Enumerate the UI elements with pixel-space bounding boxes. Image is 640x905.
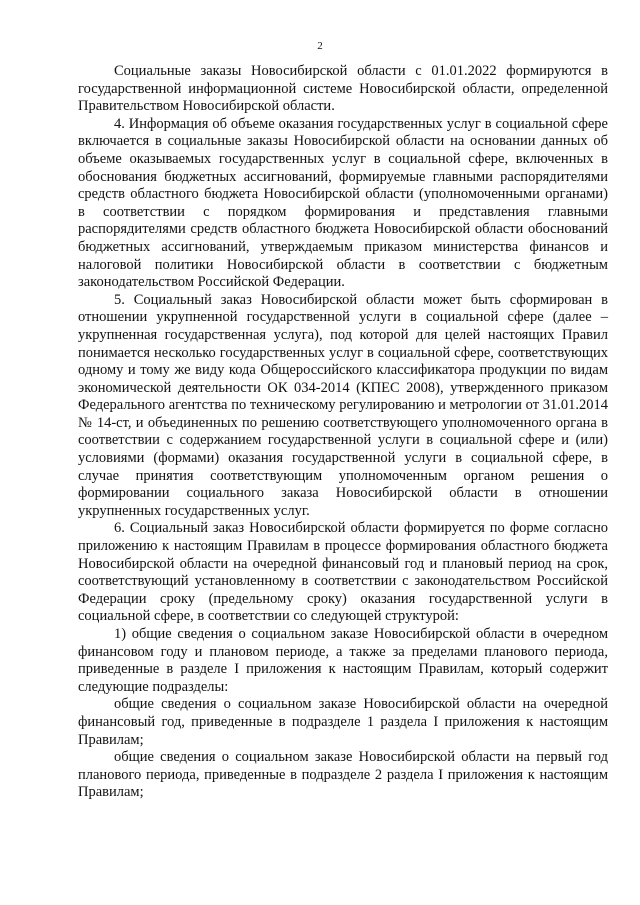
- document-body: [78, 63, 608, 802]
- page-number: 2: [317, 40, 323, 52]
- paragraph-subsection-2: общие сведения о социальном заказе Новосибирской области на первый год планового периода, приведенные в подразделе 2 раздела I приложения к настоящим Правилам;: [78, 749, 608, 801]
- paragraph-intro: Социальные заказы Новосибирской области с 01.01.2022 формируются в государственной информационной системе Новосибирской области, определенной Правительством Новосибирской области.: [78, 63, 608, 115]
- paragraph-subsection-1: общие сведения о социальном заказе Новосибирской области на очередной финансовый год, приведенные в подразделе 1 раздела I приложения к настоящим Правилам;: [78, 696, 608, 748]
- paragraph-6: 6. Социальный заказ Новосибирской области формируется по форме согласно приложению к настоящим Правилам в процессе формирования областного бюджета Новосибирской области на очередной финансовый год и плановый период на срок, соответствующий установленному в соответствии с законодательством Российской Федерации сроку (предельному сроку) оказания государственной услуги в социальной сфере, в соответствии со следующей структурой:: [78, 520, 608, 625]
- paragraph-6-item-1: 1) общие сведения о социальном заказе Новосибирской области в очередном финансовом году и плановом периоде, а также за пределами планового периода, приведенные в разделе I приложения к настоящим Правилам, который содержит следующие подразделы:: [78, 626, 608, 695]
- paragraph-5: 5. Социальный заказ Новосибирской области может быть сформирован в отношении укрупненной государственной услуги в социальной сфере (далее – укрупненная государственная услуга), под которой для целей настоящих Правил понимается несколько государственных услуг в социальной сфере, соответствующих одному и тому же виду кода Общероссийского классификатора продукции по видам экономической деятельности ОК 034-2014 (КПЕС 2008), утвержденного приказом Федерального агентства по техническому регулированию и метрологии от 31.01.2014 № 14-ст, и объединенных по решению соответствующего уполномоченного органа в соответствии с содержанием государственной услуги в социальной сфере и (или) условиями (формами) оказания государственной услуги в социальной сфере, в случае принятия соответствующим уполномоченным органом решения о формировании социального заказа Новосибирской области в отношении укрупненных государственных услуг.: [78, 291, 608, 519]
- paragraph-4: 4. Информация об объеме оказания государственных услуг в социальной сфере включается в социальные заказы Новосибирской области на основании данных об объеме оказываемых государственных услуг в социальной сфере, включенных в обоснования бюджетных ассигнований, формируемые главными распорядителями средств областного бюджета Новосибирской области (уполномоченными органами) в соответствии с порядком формирования и представления главными распорядителями средств областного бюджета Новосибирской области обоснований бюджетных ассигнований, утверждаемым приказом министерства финансов и налоговой политики Новосибирской области в соответствии с бюджетным законодательством Российской Федерации.: [78, 115, 608, 291]
